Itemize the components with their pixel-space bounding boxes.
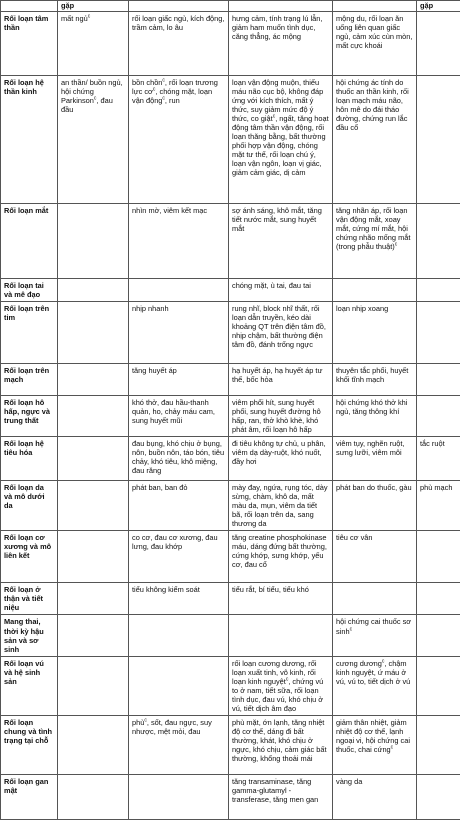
- organ-class-cell: Rối loạn hô hấp, ngực và trung thất: [1, 396, 58, 437]
- table-row: [1, 715, 460, 774]
- frequency-cell: [58, 364, 129, 396]
- frequency-cell: [417, 531, 460, 583]
- organ-class-cell: Rối loạn tai và mê đạo: [1, 279, 58, 302]
- frequency-cell: đau bụng, khó chịu ở bụng, nôn, buồn nôn, táo bón, tiêu chảy, khó tiêu, khô miệng, đau răng: [129, 437, 229, 481]
- frequency-cell: [58, 481, 129, 531]
- frequency-cell: phù$^c$, sốt, đau ngực, suy nhược, mệt mỏi, đau: [129, 715, 229, 774]
- frequency-cell: [129, 656, 229, 715]
- frequency-cell: tăng creatine phosphokinase máu, dáng đứng bất thường, cứng khớp, sưng khớp, yếu cơ, đau cổ: [229, 531, 333, 583]
- frequency-cell: [58, 615, 129, 656]
- table-row: [1, 204, 460, 279]
- frequency-cell: nhìn mờ, viêm kết mạc: [129, 204, 229, 279]
- table-row: [1, 302, 460, 364]
- frequency-cell: hội chứng khó thở khi ngủ, tăng thông khí: [333, 396, 417, 437]
- frequency-cell: [417, 715, 460, 774]
- frequency-cell: thuyên tắc phổi, huyết khối tĩnh mạch: [333, 364, 417, 396]
- frequency-cell: hưng cảm, tính trạng lú lẫn, giảm ham muốn tình dục, căng thẳng, ác mộng: [229, 12, 333, 76]
- organ-class-cell: Rối loạn hệ thần kinh: [1, 76, 58, 204]
- frequency-cell: [417, 615, 460, 656]
- frequency-cell: vàng da: [333, 774, 417, 819]
- frequency-cell: [129, 279, 229, 302]
- footnote-marker: c: [285, 676, 289, 683]
- frequency-cell: hội chứng cai thuốc sơ $\sinh^c$: [333, 615, 417, 656]
- footnote-marker: c: [394, 241, 398, 248]
- frequency-cell: [58, 302, 129, 364]
- frequency-cell: [58, 583, 129, 615]
- frequency-cell: [333, 279, 417, 302]
- frequency-cell: viêm tụy, nghẽn ruột, sưng lưỡi, viêm môi: [333, 437, 417, 481]
- frequency-cell: phát ban, ban đỏ: [129, 481, 229, 531]
- frequency-cell: phát ban do thuốc, gàu: [333, 481, 417, 531]
- frequency-cell: tắc ruột: [417, 437, 460, 481]
- organ-class-cell: Rối loạn mắt: [1, 204, 58, 279]
- frequency-cell: [333, 583, 417, 615]
- frequency-cell: [58, 715, 129, 774]
- frequency-cell: cương dương$^c$, chậm kinh nguyệt, ứ máu ở vú, vú to, tiết dịch ở vú: [333, 656, 417, 715]
- organ-class-cell: Rối loạn vú và hệ sinh sản: [1, 656, 58, 715]
- organ-class-cell: Rối loạn cơ xương và mô liên kết: [1, 531, 58, 583]
- organ-class-cell: Rối loạn da và mô dưới da: [1, 481, 58, 531]
- table-row: [1, 279, 460, 302]
- frequency-cell: [417, 583, 460, 615]
- frequency-cell: [417, 656, 460, 715]
- footnote-marker: c: [162, 95, 165, 102]
- frequency-cell: [417, 204, 460, 279]
- frequency-cell: bồn chồn$^c$, rối loạn trương lực $cơ^c$, chóng mặt, loạn vận động$^c$, run: [129, 76, 229, 204]
- frequency-cell: mày đay, ngứa, rụng tóc, dày sừng, chàm, khô da, mất màu da, mụn, viêm da tiết bã, rối loạn trên da, sang thương da: [229, 481, 333, 531]
- footnote-marker: c: [272, 113, 276, 120]
- organ-class-cell: Rối loạn tâm thần: [1, 12, 58, 76]
- frequency-cell: [58, 531, 129, 583]
- frequency-cell: [417, 364, 460, 396]
- footnote-marker: c: [93, 95, 97, 102]
- frequency-cell: [58, 774, 129, 819]
- frequency-cell: viêm phổi hít, sung huyết phổi, sung huyết đường hô hấp, ran, thở khò khè, khó phát âm, rối loạn hô hấp: [229, 396, 333, 437]
- footnote-marker: c: [152, 86, 156, 93]
- frequency-cell: tiêu cơ vân: [333, 531, 417, 583]
- table-body: [1, 1, 460, 820]
- frequency-cell: [417, 396, 460, 437]
- frequency-cell: [417, 302, 460, 364]
- frequency-cell: khó thở, đau hầu-thanh quản, ho, chảy máu cam, sung huyết mũi: [129, 396, 229, 437]
- organ-class-cell: Rối loạn hệ tiêu hóa: [1, 437, 58, 481]
- header-cell: [1, 1, 58, 12]
- table-row: [1, 437, 460, 481]
- frequency-cell: [129, 774, 229, 819]
- table-row: [1, 76, 460, 204]
- frequency-cell: hội chứng ác tính do thuốc an thần kinh, rối loạn mạch máu não, hôn mê do đái tháo đường, chứng run lắc đầu cổ: [333, 76, 417, 204]
- frequency-cell: mất ngủ$^c$: [58, 12, 129, 76]
- frequency-cell: rối loạn cương dương, rối loạn xuất tinh, vô kinh, rối loạn kinh nguyệt$^c$, chứng vú to ở nam, tiết sữa, rối loạn tình dục, đau vú, khó chịu ở vú, tiết dịch âm đạo: [229, 656, 333, 715]
- organ-class-cell: Rối loạn trên tim: [1, 302, 58, 364]
- frequency-cell: giảm thân nhiệt, giảm nhiệt độ cơ thể, lạnh ngoại vi, hội chứng cai thuốc, chai cứng$^c$: [333, 715, 417, 774]
- table-row: [1, 774, 460, 819]
- frequency-cell: đi tiêu không tự chủ, u phân, viêm dạ dày-ruột, khó nuốt, đầy hơi: [229, 437, 333, 481]
- frequency-cell: [417, 279, 460, 302]
- frequency-cell: tiểu không kiểm soát: [129, 583, 229, 615]
- table-row: [1, 364, 460, 396]
- header-cell: [333, 1, 417, 12]
- header-cell: [229, 1, 333, 12]
- frequency-cell: hạ huyết áp, hạ huyết áp tư thế, bốc hỏa: [229, 364, 333, 396]
- header-cell: [129, 1, 229, 12]
- frequency-cell: chóng mặt, ù tai, đau tai: [229, 279, 333, 302]
- footnote-marker: c: [349, 626, 353, 633]
- frequency-cell: [58, 437, 129, 481]
- frequency-cell: tăng nhãn áp, rối loạn vận động mắt, xoay mắt, cứng mí mắt, hội chứng nhão mống mắt (trong phẫu thuật)$^c$: [333, 204, 417, 279]
- frequency-cell: [58, 204, 129, 279]
- frequency-cell: [417, 774, 460, 819]
- organ-class-cell: Rối loạn ở thận và tiết niệu: [1, 583, 58, 615]
- header-cell: gặp: [58, 1, 129, 12]
- frequency-cell: mộng du, rối loạn ăn uống liên quan giấc ngủ, cảm xúc cùn mòn, mất cực khoái: [333, 12, 417, 76]
- frequency-cell: tăng transaminase, tăng gamma-glutamyl -transferase, tăng men gan: [229, 774, 333, 819]
- organ-class-cell: Mang thai, thời kỳ hậu sản và sơ sinh: [1, 615, 58, 656]
- frequency-cell: [417, 12, 460, 76]
- table-row: [1, 396, 460, 437]
- table-row: [1, 481, 460, 531]
- frequency-cell: loạn nhịp xoang: [333, 302, 417, 364]
- table-row: [1, 656, 460, 715]
- frequency-cell: tăng huyết áp: [129, 364, 229, 396]
- table-row: [1, 12, 460, 76]
- footnote-marker: c: [162, 77, 165, 84]
- frequency-cell: [58, 656, 129, 715]
- frequency-cell: loạn vận động muộn, thiếu máu não cục bộ, không đáp ứng với kích thích, mất ý thức, suy giảm mức độ ý thức, co giật$^c$, ngất, tăng hoạt động tâm thần vận động, rối loạn thăng bằng, bất thường phối hợp vận động, chóng mặt tư thế, rối loạn chú ý, loạn vận ngôn, loạn vị giác, giảm cảm giác, dị cảm: [229, 76, 333, 204]
- frequency-cell: co cơ, đau cơ xương, đau lưng, đau khớp: [129, 531, 229, 583]
- frequency-cell: rung nhĩ, block nhĩ thất, rối loạn dẫn truyền, kéo dài khoảng QT trên điện tâm đồ, nhịp chậm, bất thường điện tâm đồ, đánh trống ngực: [229, 302, 333, 364]
- organ-class-cell: Rối loạn chung và tình trạng tại chỗ: [1, 715, 58, 774]
- frequency-cell: rối loạn giấc ngủ, kích động, trầm cảm, lo âu: [129, 12, 229, 76]
- table-row: [1, 531, 460, 583]
- frequency-cell: nhịp nhanh: [129, 302, 229, 364]
- frequency-cell: [417, 76, 460, 204]
- frequency-cell: phù mặt, ớn lạnh, tăng nhiệt độ cơ thể, dáng đi bất thường, khát, khó chịu ở ngực, khó chịu, cảm giác bất thường, khổng thoải mái: [229, 715, 333, 774]
- organ-class-cell: Rối loạn gan mật: [1, 774, 58, 819]
- footnote-marker: c: [381, 658, 385, 665]
- header-cell: gặp: [417, 1, 460, 12]
- footnote-marker: c: [144, 717, 147, 724]
- frequency-cell: sợ ánh sáng, khô mắt, tăng tiết nước mắt, sung huyết mắt: [229, 204, 333, 279]
- table-row: [1, 615, 460, 656]
- frequency-cell: phù mạch: [417, 481, 460, 531]
- frequency-cell: [229, 615, 333, 656]
- frequency-cell: tiểu rắt, bí tiểu, tiểu khó: [229, 583, 333, 615]
- frequency-cell: an thần/ buồn ngủ, hội chứng Parkinson$^c$, đau đầu: [58, 76, 129, 204]
- frequency-cell: [58, 396, 129, 437]
- footnote-marker: c: [390, 744, 394, 751]
- frequency-cell: [129, 615, 229, 656]
- table-header-row: [1, 1, 460, 12]
- organ-class-cell: Rối loạn trên mạch: [1, 364, 58, 396]
- table-row: [1, 583, 460, 615]
- frequency-cell: [58, 279, 129, 302]
- footnote-marker: c: [87, 13, 91, 20]
